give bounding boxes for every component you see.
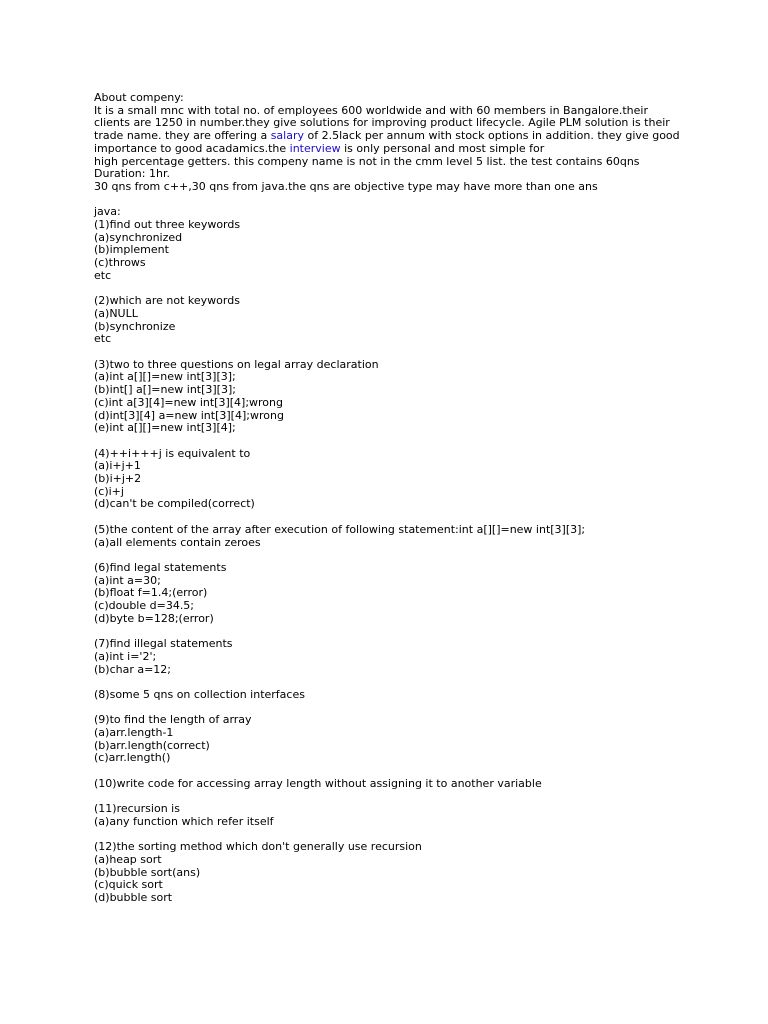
question-block (94, 359, 754, 448)
answer-option: (d)bubble sort (94, 891, 173, 905)
spacer (94, 346, 754, 359)
question-block (94, 778, 754, 803)
answer-option: etc (94, 332, 112, 346)
answer-option: (e)int a[][]=new int[3][4]; (94, 421, 236, 435)
question-text: (6)find legal statements (94, 560, 227, 574)
question-block (94, 638, 754, 689)
answer-option: (a)int i='2'; (94, 649, 157, 663)
answer-option: (a)arr.length-1 (94, 726, 174, 740)
question-text: (1)find out three keywords (94, 218, 241, 232)
about-text-line (94, 143, 754, 156)
answer-option: (d)int[3][4] a=new int[3][4];wrong (94, 408, 284, 422)
question-text: (5)the content of the array after execution of following statement:int a[][]=new int[3][3]; (94, 522, 586, 536)
answer-option: (a)synchronized (94, 230, 183, 244)
about-text-line: 30 qns from c++,30 qns from java.the qns are objective type may have more than one ans (94, 179, 598, 193)
spacer (94, 765, 754, 778)
question-list (94, 219, 754, 905)
answer-option: (a)int a=30; (94, 573, 161, 587)
question-text: (2)which are not keywords (94, 294, 240, 308)
answer-option: etc (94, 268, 112, 282)
answer-option: (b)implement (94, 243, 169, 257)
about-text-line: high percentage getters. this compeny name is not in the cmm level 5 list. the test contains 60qns (94, 154, 640, 168)
about-company-section (94, 92, 754, 194)
about-text-line: It is a small mnc with total no. of employees 600 worldwide and with 60 members in Bangalore.their (94, 103, 648, 117)
answer-option: (c)int a[3][4]=new int[3][4];wrong (94, 395, 283, 409)
answer-option: (c)arr.length() (94, 751, 171, 765)
answer-option: (a)i+j+1 (94, 459, 141, 473)
question-block (94, 295, 754, 359)
answer-option: (c)throws (94, 256, 146, 270)
answer-option: (a)int a[][]=new int[3][3]; (94, 370, 236, 384)
answer-option: (c)i+j (94, 484, 124, 498)
interview-link[interactable]: interview (289, 141, 341, 155)
text-fragment: trade name. they are offering a (94, 129, 271, 143)
answer-option: (b)int[] a[]=new int[3][3]; (94, 383, 236, 397)
spacer (94, 511, 754, 524)
salary-link[interactable]: salary (270, 129, 305, 143)
about-text-line: clients are 1250 in number.they give solutions for improving product lifecycle. Agile PLM solution is their (94, 116, 670, 130)
question-block (94, 524, 754, 562)
question-text: (8)some 5 qns on collection interfaces (94, 687, 305, 701)
answer-option: (a)any function which refer itself (94, 814, 274, 828)
question-text: (7)find illegal statements (94, 637, 233, 651)
question-text: (12)the sorting method which don't generally use recursion (94, 840, 422, 854)
text-fragment: is only personal and most simple for (340, 141, 545, 155)
question-block (94, 803, 754, 841)
question-block (94, 841, 754, 905)
answer-option: (a)heap sort (94, 853, 162, 866)
answer-option: (b)synchronize (94, 319, 176, 333)
spacer (94, 791, 754, 804)
question-block (94, 562, 754, 638)
question-block (94, 689, 754, 714)
question-text: (11)recursion is (94, 802, 180, 816)
about-heading: About compeny: (94, 91, 184, 104)
question-text: (9)to find the length of array (94, 713, 252, 727)
duration-line: Duration: 1hr. (94, 167, 170, 181)
answer-option: (c)quick sort (94, 878, 163, 892)
question-block (94, 219, 754, 295)
answer-option: (a)NULL (94, 306, 138, 320)
text-fragment: importance to good acadamics.the (94, 141, 290, 155)
spacer (94, 194, 754, 207)
answer-option: (d)can't be compiled(correct) (94, 497, 255, 511)
question-block (94, 714, 754, 778)
spacer (94, 435, 754, 448)
answer-option: (b)char a=12; (94, 662, 172, 676)
question-text: (4)++i+++j is equivalent to (94, 446, 251, 460)
answer-option: (b)bubble sort(ans) (94, 865, 201, 879)
java-section-label: java: (94, 205, 121, 219)
question-text: (3)two to three questions on legal array declaration (94, 357, 379, 371)
document-page (94, 92, 754, 905)
question-text: (10)write code for accessing array length without assigning it to another variable (94, 776, 542, 790)
answer-option: (b)i+j+2 (94, 472, 142, 486)
text-fragment: of 2.5lack per annum with stock options in addition. they give good (304, 129, 680, 143)
answer-option: (c)double d=34.5; (94, 599, 195, 613)
answer-option: (d)byte b=128;(error) (94, 611, 214, 625)
question-block (94, 448, 754, 524)
answer-option: (a)all elements contain zeroes (94, 535, 261, 549)
answer-option: (b)float f=1.4;(error) (94, 586, 208, 600)
answer-option: (b)arr.length(correct) (94, 738, 210, 752)
